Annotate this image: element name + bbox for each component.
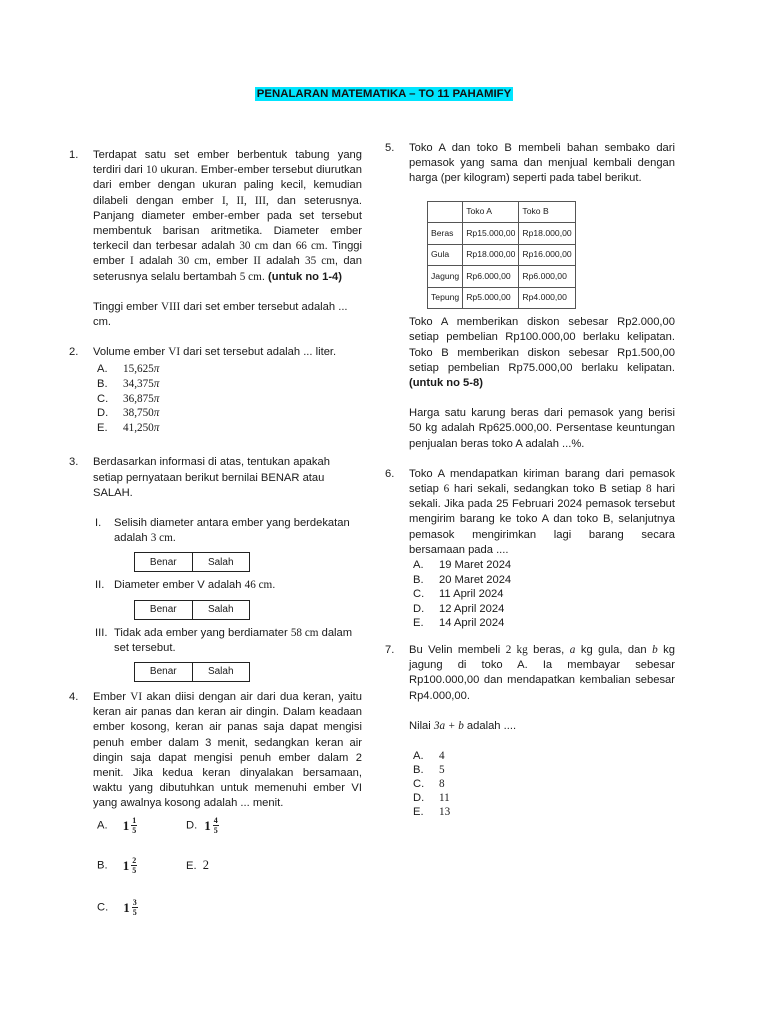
question-text: Berdasarkan informasi di atas, tentukan apakah setiap pernyataan berikut bernilai BENAR atau SALAH. — [93, 456, 330, 499]
question-7 — [385, 643, 675, 819]
page-title: PENALARAN MATEMATIKA – TO 11 PAHAMIFY — [256, 88, 512, 100]
option-b[interactable]: B. 5 — [413, 763, 445, 776]
option-b[interactable]: B. 20 Maret 2024 — [413, 573, 512, 586]
question-text: Toko A dan toko B membeli bahan sembako dari pemasok yang sama dan menjual kembali dengan harga (per kilogram) seperti pada tabel berikut. — [409, 142, 675, 185]
price-table — [427, 201, 576, 310]
option-grid — [93, 816, 362, 924]
right-column — [385, 141, 675, 819]
option-c[interactable]: C. 8 — [413, 777, 445, 790]
table-row: Tepung Rp5.000,00 Rp4.000,00 — [428, 287, 576, 309]
question-4 — [69, 690, 362, 924]
option-e[interactable]: E. 2 — [186, 857, 209, 872]
option-b[interactable]: B. 1 2 5 — [97, 855, 137, 875]
statement-list — [93, 516, 362, 682]
benar-option[interactable]: Benar — [149, 666, 177, 678]
option-c[interactable]: C. 1 3 5 — [97, 897, 137, 917]
discount-text: Toko A memberikan diskon sebesar Rp2.000,00 setiap pembelian Rp100.000,00 berlaku kelipatan. Toko B memberikan diskon sebesar Rp1.500,00 setiap pembelian Rp75.000,00 berlaku kelipatan. (untuk no 5-8) — [409, 316, 675, 389]
option-e[interactable]: E. 13 — [413, 805, 451, 818]
question-2 — [69, 345, 362, 435]
left-column — [69, 148, 362, 924]
option-d[interactable]: D. 11 — [413, 791, 450, 804]
question-number: 4. — [69, 691, 79, 704]
benar-option[interactable]: Benar — [149, 556, 177, 568]
question-text: Toko A mendapatkan kiriman barang dari pemasok setiap 6 hari sekali, sedangkan toko B setiap 8 hari sekali. Jika pada 25 Februari 2024 pemasok tersebut mengirim barang ke toko A dan toko B, selanjutnya pemasok mengirimkan lagi barang secara bersamaan pada .... — [409, 467, 676, 556]
question-prompt: Tinggi ember VIII dari set ember tersebut adalah ... cm. — [93, 300, 348, 329]
option-d[interactable]: D. 12 April 2024 — [413, 602, 505, 615]
option-list — [413, 749, 675, 819]
option-a[interactable]: A. 19 Maret 2024 — [413, 558, 512, 571]
question-number: 1. — [69, 149, 79, 161]
option-e[interactable]: E. 14 April 2024 — [413, 617, 505, 630]
question-6 — [385, 467, 675, 631]
salah-option[interactable]: Salah — [192, 601, 250, 619]
question-text: Ember VI akan diisi dengan air dari dua keran, yaitu keran air panas dan keran air dingin. Dalam keadaan ember kosong, keran air panas saja dapat mengisi penuh ember dalam 3 menit, sedangkan keran air dingin saja dapat mengisi penuh ember dalam 2 menit. Jika kedua keran dinyalakan bersamaan, waktu yang dibutuhkan untuk memenuhi ember VI yang awalnya kosong adalah ... menit. — [93, 691, 362, 810]
option-d[interactable]: D. 38,750π — [97, 407, 160, 420]
question-text: Terdapat satu set ember berbentuk tabung yang terdiri dari 10 ukuran. Ember-ember tersebut diurutkan dari ember dengan ukuran paling kecil, kemudian dilabeli dengan ember I, II, III, dan seterusnya. Panjang diameter ember-ember pada set tersebut membentuk barisan aritmetika. Diameter ember terkecil dan terbesar adalah 30 cm dan 66 cm. Tinggi ember I adalah 30 cm, ember II adalah 35 cm, dan seterusnya selalu bertambah 5 cm. (untuk no 1-4) — [93, 149, 363, 283]
true-false-choice — [134, 552, 250, 572]
note-label: (untuk no 1-4) — [268, 270, 343, 283]
table-header-row: Toko A Toko B — [428, 201, 576, 223]
true-false-choice — [134, 600, 250, 620]
note-label: (untuk no 5-8) — [409, 376, 483, 389]
option-b[interactable]: B. 34,375π — [97, 378, 160, 391]
question-number: 6. — [385, 467, 395, 480]
option-list — [413, 558, 675, 631]
true-false-choice — [134, 662, 250, 682]
question-text: Bu Velin membeli 2 kg beras, a kg gula, dan b kg jagung di toko A. Ia membayar sebesar Rp100.000,00 dan mendapatkan kembalian sebesar Rp4.000,00. — [409, 643, 675, 702]
question-number: 2. — [69, 346, 79, 359]
question-number: 3. — [69, 456, 79, 469]
question-3 — [69, 455, 362, 682]
option-e[interactable]: E. 41,250π — [97, 421, 160, 434]
statement-2: II. Diameter ember V adalah 46 cm. Benar Salah — [95, 578, 362, 619]
option-d[interactable]: D. 1 4 5 — [186, 815, 218, 835]
option-list — [97, 362, 362, 435]
salah-option[interactable]: Salah — [192, 553, 250, 571]
question-text: Volume ember VI dari set tersebut adalah ... liter. — [93, 346, 337, 359]
question-number: 7. — [385, 643, 395, 656]
option-a[interactable]: A. 1 1 5 — [97, 815, 137, 835]
table-row: Beras Rp15.000,00 Rp18.000,00 — [428, 223, 576, 245]
question-5 — [385, 141, 675, 452]
question-number: 5. — [385, 142, 395, 154]
option-c[interactable]: C. 11 April 2024 — [413, 588, 504, 601]
option-c[interactable]: C. 36,875π — [97, 392, 160, 405]
question-prompt: Nilai 3a + b adalah .... — [409, 719, 517, 732]
benar-option[interactable]: Benar — [149, 604, 177, 616]
statement-3: III. Tidak ada ember yang berdiamater 58 cm dalam set tersebut. Benar Salah — [95, 626, 362, 682]
statement-1: I. Selisih diameter antara ember yang berdekatan adalah 3 cm. Benar Salah — [95, 516, 362, 572]
option-a[interactable]: A. 15,625π — [97, 363, 160, 376]
question-1 — [69, 148, 362, 330]
question-prompt: Harga satu karung beras dari pemasok yang berisi 50 kg adalah Rp625.000,00. Persentase keuntungan penjualan beras toko A adalah ...%. — [409, 407, 675, 450]
option-a[interactable]: A. 4 — [413, 749, 445, 762]
table-row: Gula Rp18.000,00 Rp16.000,00 — [428, 244, 576, 266]
salah-option[interactable]: Salah — [192, 663, 250, 681]
table-row: Jagung Rp6.000,00 Rp6.000,00 — [428, 266, 576, 288]
